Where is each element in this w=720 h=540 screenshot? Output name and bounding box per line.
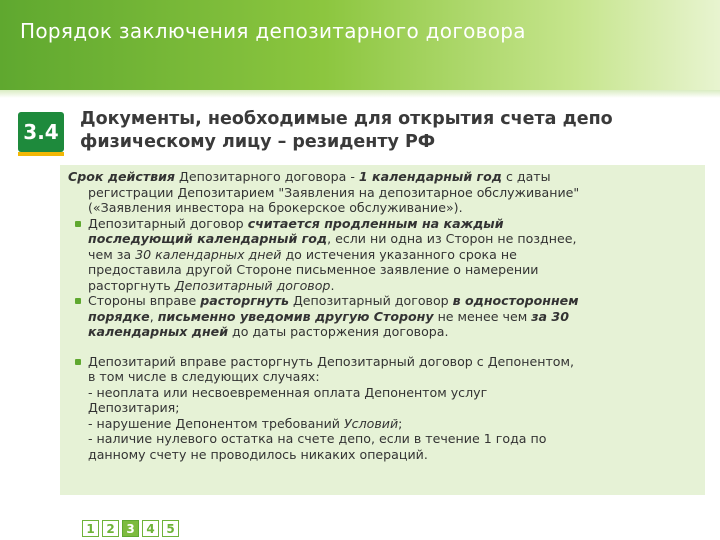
text-italic: Депозитарный договор [174, 277, 331, 293]
bullet-icon [75, 298, 81, 304]
text: регистрации Депозитарием "Заявления на депозитарное обслуживание" [88, 184, 580, 200]
content-panel [60, 165, 705, 495]
text-term-value: 1 календарный год [358, 169, 502, 184]
text: , если ни одна из Сторон не позднее, [327, 231, 577, 246]
badge-accent-bar [18, 152, 64, 156]
text: предоставила другой Стороне письменное заявление о намерении [88, 262, 539, 277]
text: чем за [88, 246, 136, 262]
list-item-depositary-rights [68, 354, 695, 463]
text-emphasis: порядке [88, 308, 150, 324]
page-button-1[interactable]: 1 [82, 520, 99, 537]
text: ; [398, 415, 403, 431]
page-button-5[interactable]: 5 [162, 520, 179, 537]
text: Депозитарный договор [288, 293, 453, 308]
text: с даты [501, 169, 551, 184]
text-emphasis: расторгнуть [200, 293, 289, 308]
list-item-termination-rights [68, 293, 695, 340]
page-button-4[interactable]: 4 [142, 520, 159, 537]
bullet-icon [75, 359, 81, 365]
text: - нарушение Депонентом требований [88, 415, 344, 431]
text: Депозитарий вправе расторгнуть Депозитарный договор с Депонентом, [88, 353, 574, 369]
slide-title: Порядок заключения депозитарного договора [20, 19, 526, 43]
bullet-icon [75, 221, 81, 227]
text: расторгнуть [88, 277, 175, 293]
text-emphasis: считается продленным на каждый [247, 215, 504, 231]
slide-header [0, 0, 720, 90]
header-shadow [0, 90, 720, 98]
text: до истечения указанного срока не [281, 246, 517, 262]
text-emphasis: последующий календарный год [88, 231, 328, 246]
text: («Заявления инвестора на брокерское обслуживание»). [88, 200, 463, 215]
page-button-2[interactable]: 2 [102, 520, 119, 537]
text-italic: 30 календарных дней [135, 246, 282, 262]
text: не менее чем [433, 308, 532, 324]
text-emphasis: в одностороннем [452, 293, 579, 308]
text: до даты расторжения договора. [228, 324, 449, 339]
list-item-prolongation [68, 216, 695, 294]
text: Депозитария; [88, 400, 180, 415]
text: данному счету не проводилось никаких операций. [88, 446, 428, 462]
slide-pager [82, 520, 179, 538]
section-title: Документы, необходимые для открытия счета депо физическому лицу – резиденту РФ [80, 109, 613, 152]
text: Депозитарного договора - [175, 169, 359, 184]
text: в том числе в следующих случаях: [88, 369, 320, 384]
text-emphasis: календарных дней [88, 324, 229, 339]
spacer [68, 340, 695, 354]
section-number-badge: 3.4 [18, 112, 64, 152]
paragraph-term [68, 169, 695, 216]
text: - наличие нулевого остатка на счете депо, если в течение 1 года по [88, 431, 547, 446]
text: , [149, 308, 158, 324]
text-emphasis: письменно уведомив другую Сторону [157, 308, 434, 324]
text-italic: Условий [343, 415, 399, 431]
text-emphasis: за 30 [531, 308, 569, 324]
text: Депозитарный договор [88, 215, 248, 231]
text: Стороны вправе [88, 293, 201, 308]
text-term-label: Срок действия [68, 169, 176, 184]
page-button-3[interactable]: 3 [122, 520, 139, 537]
text: - неоплата или несвоевременная оплата Депонентом услуг [88, 384, 488, 400]
text: . [330, 277, 335, 293]
